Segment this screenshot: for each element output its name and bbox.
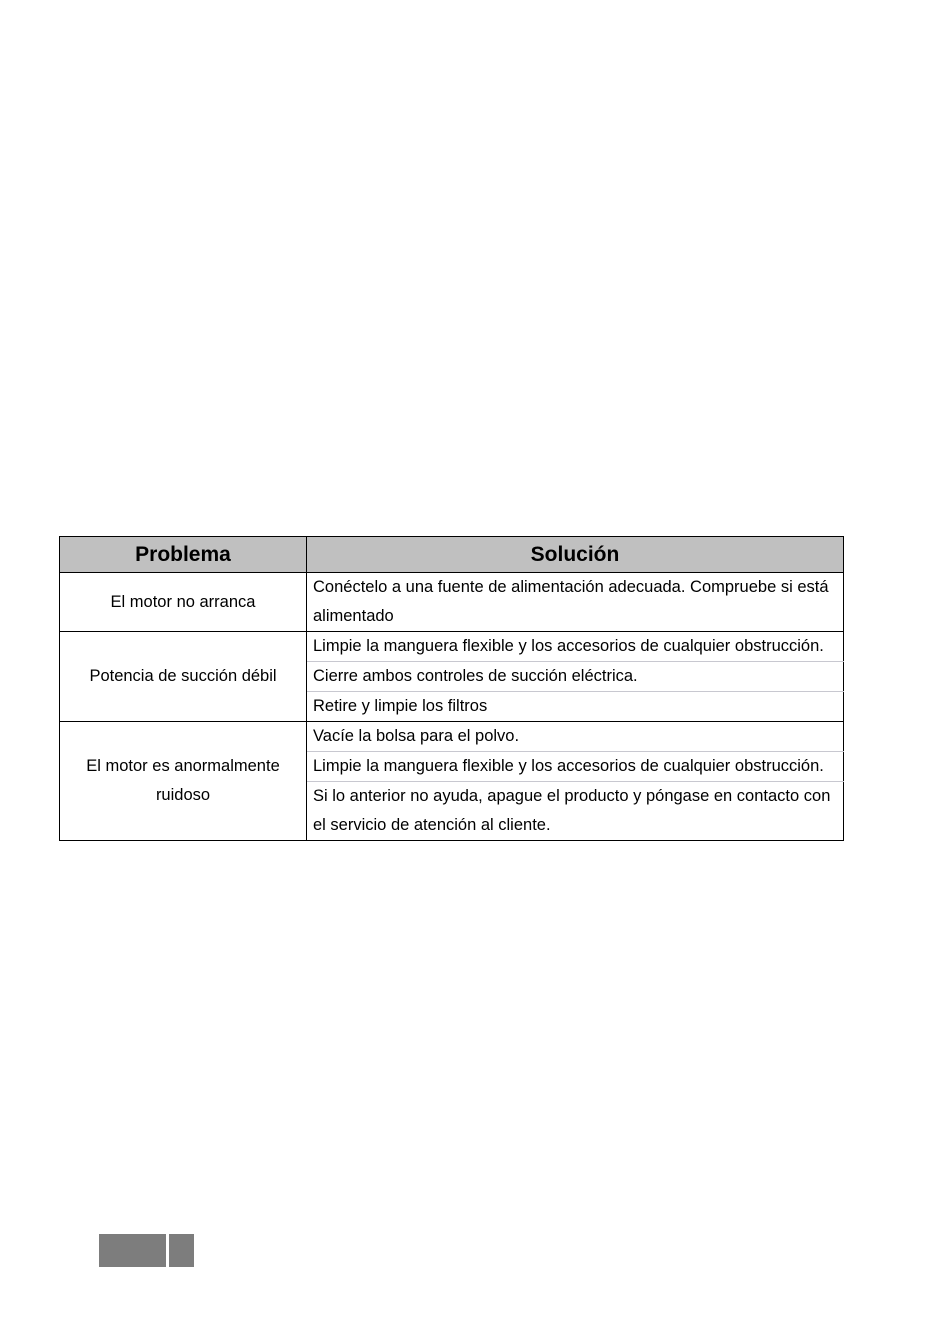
solution-cell: Limpie la manguera flexible y los accesorios de cualquier obstrucción. <box>307 752 844 782</box>
problem-column-header: Problema <box>60 537 307 573</box>
troubleshooting-table <box>59 536 844 841</box>
page-number-marker <box>99 1234 194 1267</box>
solution-cell: Retire y limpie los filtros <box>307 692 844 722</box>
solution-cell: Vacíe la bolsa para el polvo. <box>307 722 844 752</box>
solution-cell: Conéctelo a una fuente de alimentación adecuada. Compruebe si está alimentado <box>307 573 844 632</box>
solution-cell: Cierre ambos controles de succión eléctrica. <box>307 662 844 692</box>
page-marker-block-left <box>99 1234 166 1267</box>
table-header-row <box>60 537 844 573</box>
problem-cell-potencia-succion-debil: Potencia de succión débil <box>60 632 307 722</box>
table-row <box>60 632 844 662</box>
problem-cell-motor-no-arranca: El motor no arranca <box>60 573 307 632</box>
page-marker-block-right <box>169 1234 194 1267</box>
solution-cell: Si lo anterior no ayuda, apague el producto y póngase en contacto con el servicio de atención al cliente. <box>307 782 844 841</box>
problem-cell-motor-ruidoso: El motor es anormalmente ruidoso <box>60 722 307 841</box>
table-row <box>60 722 844 752</box>
table-row <box>60 573 844 632</box>
solution-column-header: Solución <box>307 537 844 573</box>
solution-cell: Limpie la manguera flexible y los accesorios de cualquier obstrucción. <box>307 632 844 662</box>
